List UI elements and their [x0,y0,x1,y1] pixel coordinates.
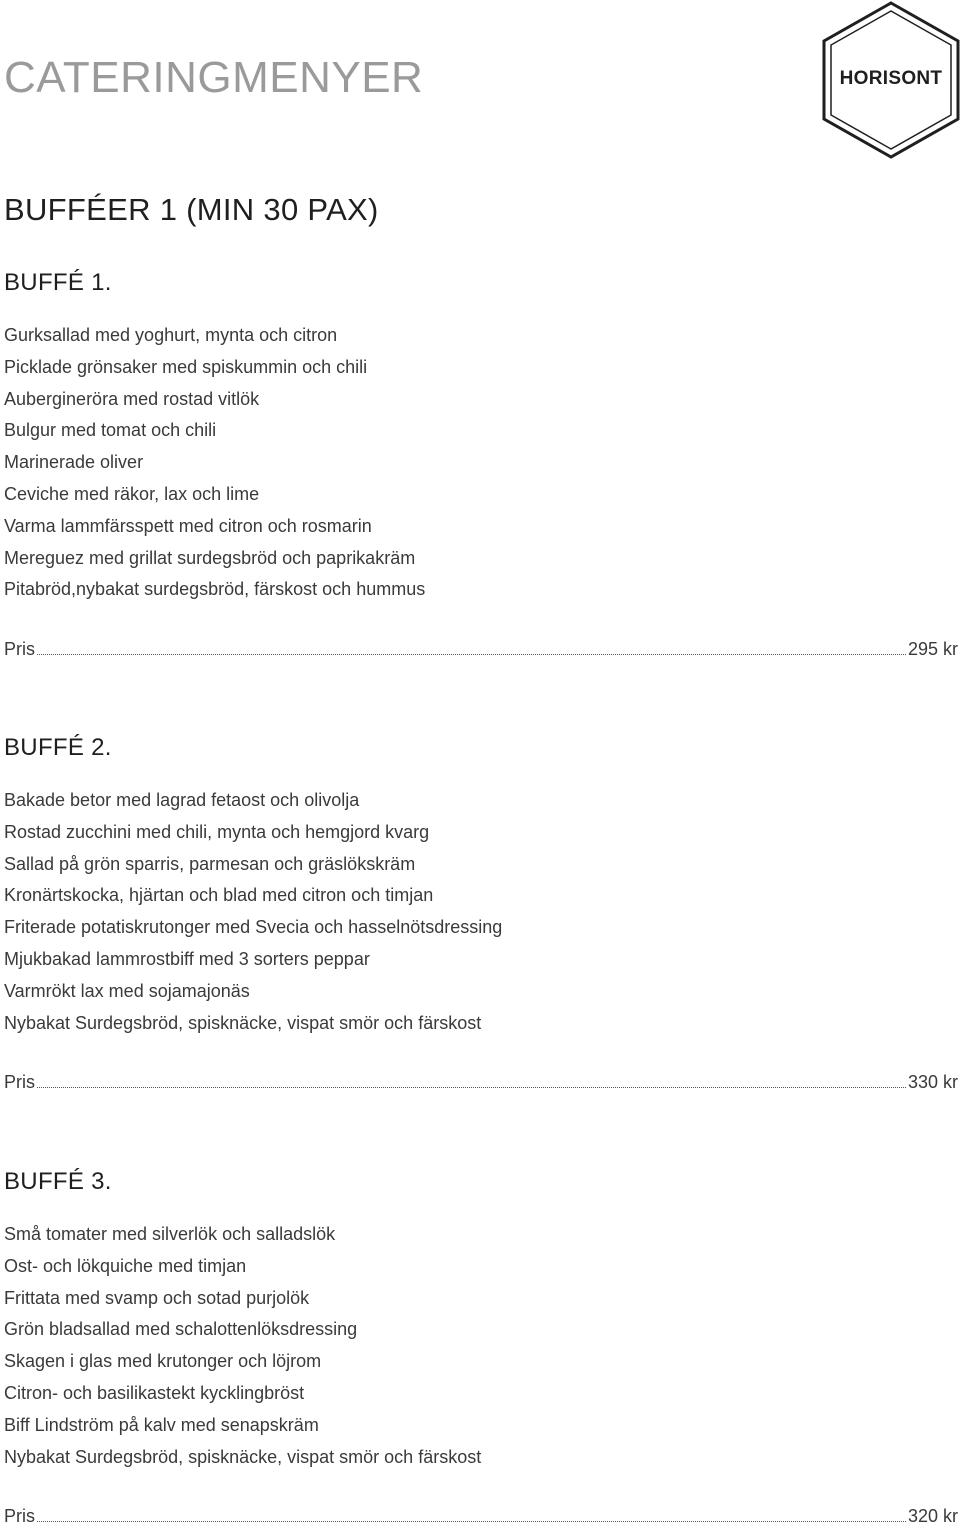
buffet-title: BUFFÉ 1. [4,269,112,296]
menu-item: Nybakat Surdegsbröd, spisknäcke, vispat smör och färskost [4,1446,482,1467]
menu-item: Kronärtskocka, hjärtan och blad med citron och timjan [4,885,434,906]
menu-item: Frittata med svamp och sotad purjolök [4,1287,310,1308]
menu-item: Gurksallad med yoghurt, mynta och citron [4,325,338,345]
price-row [4,1503,958,1529]
menu-item-list [4,785,958,1039]
menu-item: Skagen i glas med krutonger och löjrom [4,1351,322,1372]
buffet-title: BUFFÉ 3. [4,1168,112,1195]
menu-item: Bakade betor med lagrad fetaost och olivolja [4,790,360,810]
menu-item: Mjukbakad lammrostbiff med 3 sorters peppar [4,948,370,969]
buffet-2 [4,733,958,1095]
price-row [4,1069,958,1095]
price-label: Pris [4,639,35,660]
price-leader-dots [37,653,906,655]
horisont-logo [818,0,960,160]
menu-item: Friterade potatiskrutonger med Svecia och hasselnötsdressing [4,917,503,938]
price-value: 295 kr [907,639,958,660]
menu-item: Marinerade oliver [4,452,144,473]
menu-item-list [4,1219,958,1473]
menu-item: Små tomater med silverlök och salladslök [4,1224,336,1244]
menu-item: Bulgur med tomat och chili [4,420,217,441]
buffet-1 [4,268,958,662]
menu-item: Pitabröd,nybakat surdegsbröd, färskost och hummus [4,579,426,600]
price-value: 330 kr [907,1072,958,1093]
menu-item: Varmrökt lax med sojamajonäs [4,980,250,1001]
price-label: Pris [4,1072,35,1093]
menu-item-list [4,320,958,606]
menu-item: Ost- och lökquiche med timjan [4,1255,247,1276]
menu-item: Varma lammfärsspett med citron och rosmarin [4,515,372,536]
menu-item: Grön bladsallad med schalottenlöksdressing [4,1319,358,1340]
menu-item: Sallad på grön sparris, parmesan och gräslökskräm [4,853,416,874]
price-row [4,636,958,662]
menu-item: Citron- och basilikastekt kycklingbröst [4,1382,305,1403]
buffet-title: BUFFÉ 2. [4,734,112,761]
page-title: CATERINGMENYER [4,53,424,102]
menu-item: Nybakat Surdegsbröd, spisknäcke, vispat smör och färskost [4,1012,482,1033]
price-leader-dots [37,1086,906,1088]
menu-item: Biff Lindström på kalv med senapskräm [4,1414,319,1435]
menu-item: Mereguez med grillat surdegsbröd och paprikakräm [4,547,416,568]
section-heading: BUFFÉER 1 (MIN 30 PAX) [4,192,379,227]
buffet-3 [4,1167,958,1529]
menu-item: Aubergineröra med rostad vitlök [4,388,260,409]
logo-text: HORISONT [839,68,943,89]
price-value: 320 kr [907,1506,958,1527]
menu-item: Picklade grönsaker med spiskummin och chili [4,356,368,377]
menu-item: Ceviche med räkor, lax och lime [4,483,260,504]
price-leader-dots [37,1520,906,1522]
menu-item: Rostad zucchini med chili, mynta och hemgjord kvarg [4,821,430,842]
price-label: Pris [4,1506,35,1527]
